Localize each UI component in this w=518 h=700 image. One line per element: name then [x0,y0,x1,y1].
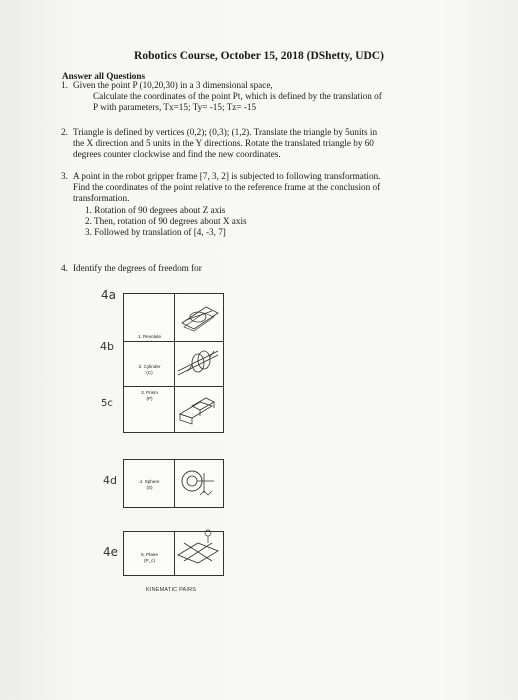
q3-line1: A point in the robot gripper frame [7, 3, 2] is subjected to following transformation. [73,171,381,181]
q3-step-1: 1. Rotation of 90 degrees about Z axis [85,205,226,215]
q3-number: 3. [61,171,68,181]
q1-number: 1. [61,80,68,90]
q4-number: 4. [61,263,68,273]
handwritten-label-4b: 4b [100,340,114,353]
q2-line2: the X direction and 5 units in the Y directions. Rotate the translated triangle by 60 [73,138,374,148]
q1-line1: Given the point P (10,20,30) in a 3 dimensional space, [73,80,273,90]
handwritten-label-4d: 4d [103,474,117,487]
q1-line2: Calculate the coordinates of the point Pt, which is defined by the translation of [93,91,382,101]
handwritten-label-4e: 4e [103,545,119,559]
q3-line3: transformation. [73,193,130,203]
handwritten-label-4a: 4a [101,288,116,302]
revolute-pair-icon [174,293,222,341]
plane-pair-icon [174,531,222,574]
pair-name-box-sphere: 4. Sphere (S) [123,459,176,508]
q4-text: Identify the degrees of freedom for [73,263,202,273]
cylinder-pair-icon [174,341,222,386]
q2-line3: degrees counter clockwise and find the new coordinates. [73,149,281,159]
q3-line2: Find the coordinates of the point relative to the reference frame at the conclusion of [73,182,381,192]
pair-name-box-prism: 3. Prism (P) [123,386,176,433]
pair-name-box-plane: 5. Plane (P_c) [123,531,176,576]
figure-caption: KINEMATIC PAIRS [146,587,197,593]
q2-number: 2. [61,127,68,137]
q1-line3: P with parameters, Tx=15; Ty= -15; Tz= -15 [93,102,257,112]
page-title: Robotics Course, October 15, 2018 (DShetty, UDC) [134,50,384,62]
handwritten-label-5c: 5c [101,398,113,409]
pair-name-box-revolute: 1. Revolute [123,293,176,343]
pair-name-box-cylinder: 2. Cylinder (C) [123,341,176,388]
instructions: Answer all Questions [62,71,146,81]
sphere-pair-icon [174,459,222,506]
q2-line1: Triangle is defined by vertices (0,2); (0,3); (1,2). Translate the triangle by 5units in [73,127,378,137]
q3-step-2: 2. Then, rotation of 90 degrees about X axis [85,216,247,226]
q3-step-3: 3. Followed by translation of [4, -3, 7] [85,227,226,237]
prism-pair-icon [174,386,222,431]
